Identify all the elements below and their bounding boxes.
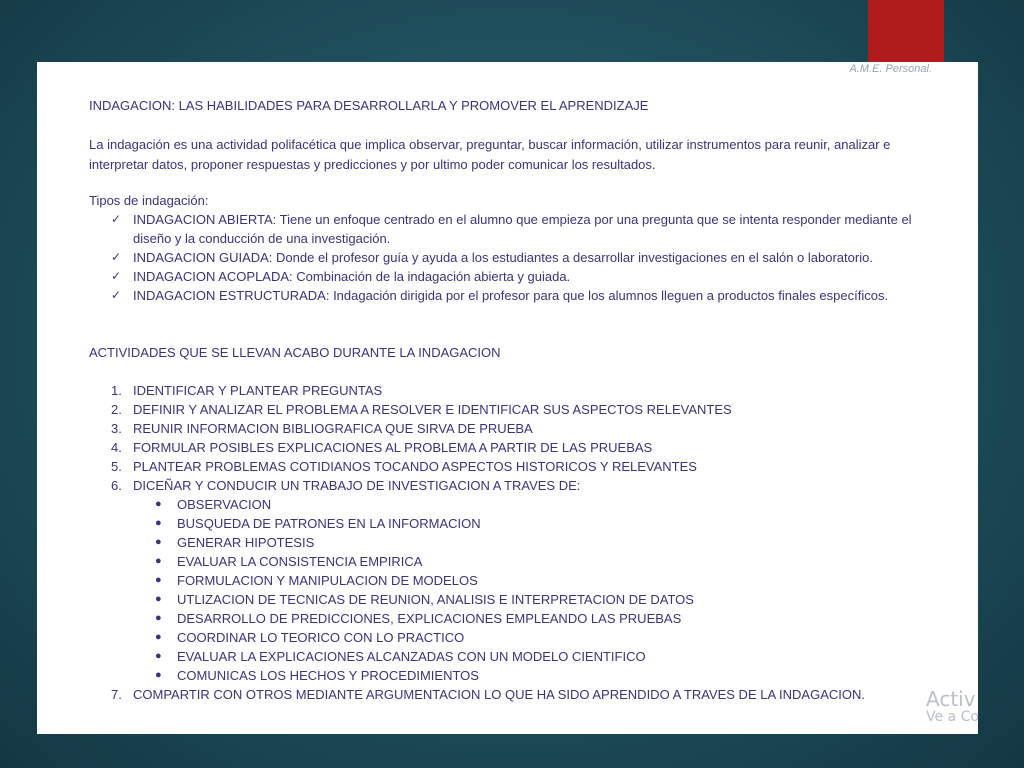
type-text: INDAGACION ESTRUCTURADA: Indagación dirigida por el profesor para que los alumnos lleguen a productos finales específicos.: [133, 288, 889, 303]
bullet-icon: ●: [155, 593, 162, 605]
watermark-line-1: Activ: [926, 687, 976, 711]
type-item-estructurada: [111, 286, 931, 305]
activity-number: 3.: [111, 421, 122, 436]
sub-activity-item: [155, 647, 953, 666]
activity-text: REUNIR INFORMACION BIBLIOGRAFICA QUE SIRVA DE PRUEBA: [133, 421, 533, 436]
activity-item: [111, 381, 931, 400]
sub-activity-item: [155, 609, 953, 628]
bullet-icon: ●: [155, 631, 162, 643]
sub-activity-item: [155, 590, 953, 609]
sub-activity-item: [155, 666, 953, 685]
activity-text: IDENTIFICAR Y PLANTEAR PREGUNTAS: [133, 383, 383, 398]
activity-text: DICEÑAR Y CONDUCIR UN TRABAJO DE INVESTIGACION A TRAVES DE:: [133, 478, 581, 493]
sub-activity-item: [155, 628, 953, 647]
checkmark-icon: ✓: [111, 269, 122, 283]
bullet-icon: ●: [155, 650, 162, 662]
activity-text: PLANTEAR PROBLEMAS COTIDIANOS TOCANDO ASPECTOS HISTORICOS Y RELEVANTES: [133, 459, 697, 474]
activity-text: FORMULAR POSIBLES EXPLICACIONES AL PROBLEMA A PARTIR DE LAS PRUEBAS: [133, 440, 653, 455]
type-item-abierta: [111, 210, 931, 248]
sub-activity-text: OBSERVACION: [177, 497, 272, 512]
sub-activity-text: GENERAR HIPOTESIS: [177, 535, 315, 550]
sub-activity-text: FORMULACION Y MANIPULACION DE MODELOS: [177, 573, 478, 588]
activation-watermark: [926, 688, 979, 725]
activity-number: 4.: [111, 440, 122, 455]
types-heading: Tipos de indagación:: [89, 193, 209, 208]
activity-item: [111, 685, 931, 704]
sub-activities-list: [155, 495, 953, 685]
document-image: [37, 62, 978, 734]
sub-activity-item: [155, 514, 953, 533]
type-text: INDAGACION GUIADA: Donde el profesor guía y ayuda a los estudiantes a desarrollar investigaciones en el salón o laboratorio.: [133, 250, 873, 265]
document-title: INDAGACION: LAS HABILIDADES PARA DESARROLLARLA Y PROMOVER EL APRENDIZAJE: [89, 98, 649, 113]
activity-item: [111, 457, 931, 476]
activity-number: 1.: [111, 383, 122, 398]
author-header: A.M.E. Personal.: [849, 63, 932, 75]
activity-number: 6.: [111, 478, 122, 493]
bullet-icon: ●: [155, 669, 162, 681]
sub-activity-text: COORDINAR LO TEORICO CON LO PRACTICO: [177, 630, 465, 645]
sub-activity-text: DESARROLLO DE PREDICCIONES, EXPLICACIONES EMPLEANDO LAS PRUEBAS: [177, 611, 682, 626]
sub-activity-item: [155, 533, 953, 552]
intro-paragraph: La indagación es una actividad polifacética que implica observar, preguntar, buscar información, utilizar instrumentos para reunir, analizar e interpretar datos, proponer respuestas y predicciones y por ultimo poder comunicar los resultados.: [89, 137, 891, 172]
types-list: [111, 210, 931, 305]
sub-activity-item: [155, 571, 953, 590]
activity-number: 7.: [111, 687, 122, 702]
sub-activity-item: [155, 495, 953, 514]
bullet-icon: ●: [155, 574, 162, 586]
activity-number: 5.: [111, 459, 122, 474]
bullet-icon: ●: [155, 498, 162, 510]
bullet-icon: ●: [155, 517, 162, 529]
type-text: INDAGACION ACOPLADA: Combinación de la indagación abierta y guiada.: [133, 269, 571, 284]
sub-activity-text: UTLIZACION DE TECNICAS DE REUNION, ANALISIS E INTERPRETACION DE DATOS: [177, 592, 694, 607]
sub-activity-text: EVALUAR LA CONSISTENCIA EMPIRICA: [177, 554, 423, 569]
activity-number: 2.: [111, 402, 122, 417]
sub-activity-text: COMUNICAS LOS HECHOS Y PROCEDIMIENTOS: [177, 668, 479, 683]
bullet-icon: ●: [155, 555, 162, 567]
activity-text: DEFINIR Y ANALIZAR EL PROBLEMA A RESOLVER E IDENTIFICAR SUS ASPECTOS RELEVANTES: [133, 402, 732, 417]
accent-tab: [868, 0, 944, 62]
activity-item: [111, 476, 931, 685]
activity-text: COMPARTIR CON OTROS MEDIANTE ARGUMENTACION LO QUE HA SIDO APRENDIDO A TRAVES DE LA INDAGACION.: [133, 687, 865, 702]
activity-item: [111, 400, 931, 419]
activity-item: [111, 419, 931, 438]
activities-list: [111, 381, 931, 704]
checkmark-icon: ✓: [111, 250, 122, 264]
sub-activity-text: BUSQUEDA DE PATRONES EN LA INFORMACION: [177, 516, 481, 531]
sub-activity-item: [155, 552, 953, 571]
bullet-icon: ●: [155, 536, 162, 548]
checkmark-icon: ✓: [111, 212, 122, 226]
bullet-icon: ●: [155, 612, 162, 624]
checkmark-icon: ✓: [111, 288, 122, 302]
type-item-acoplada: [111, 267, 931, 286]
activities-heading: ACTIVIDADES QUE SE LLEVAN ACABO DURANTE LA INDAGACION: [89, 345, 501, 360]
type-text: INDAGACION ABIERTA: Tiene un enfoque centrado en el alumno que empieza por una pregunta que se intenta responder mediante el diseño y la conducción de una investigación.: [133, 212, 912, 246]
type-item-guiada: [111, 248, 931, 267]
activity-item: [111, 438, 931, 457]
watermark-line-2: Ve a Co: [926, 709, 979, 725]
sub-activity-text: EVALUAR LA EXPLICACIONES ALCANZADAS CON UN MODELO CIENTIFICO: [177, 649, 646, 664]
